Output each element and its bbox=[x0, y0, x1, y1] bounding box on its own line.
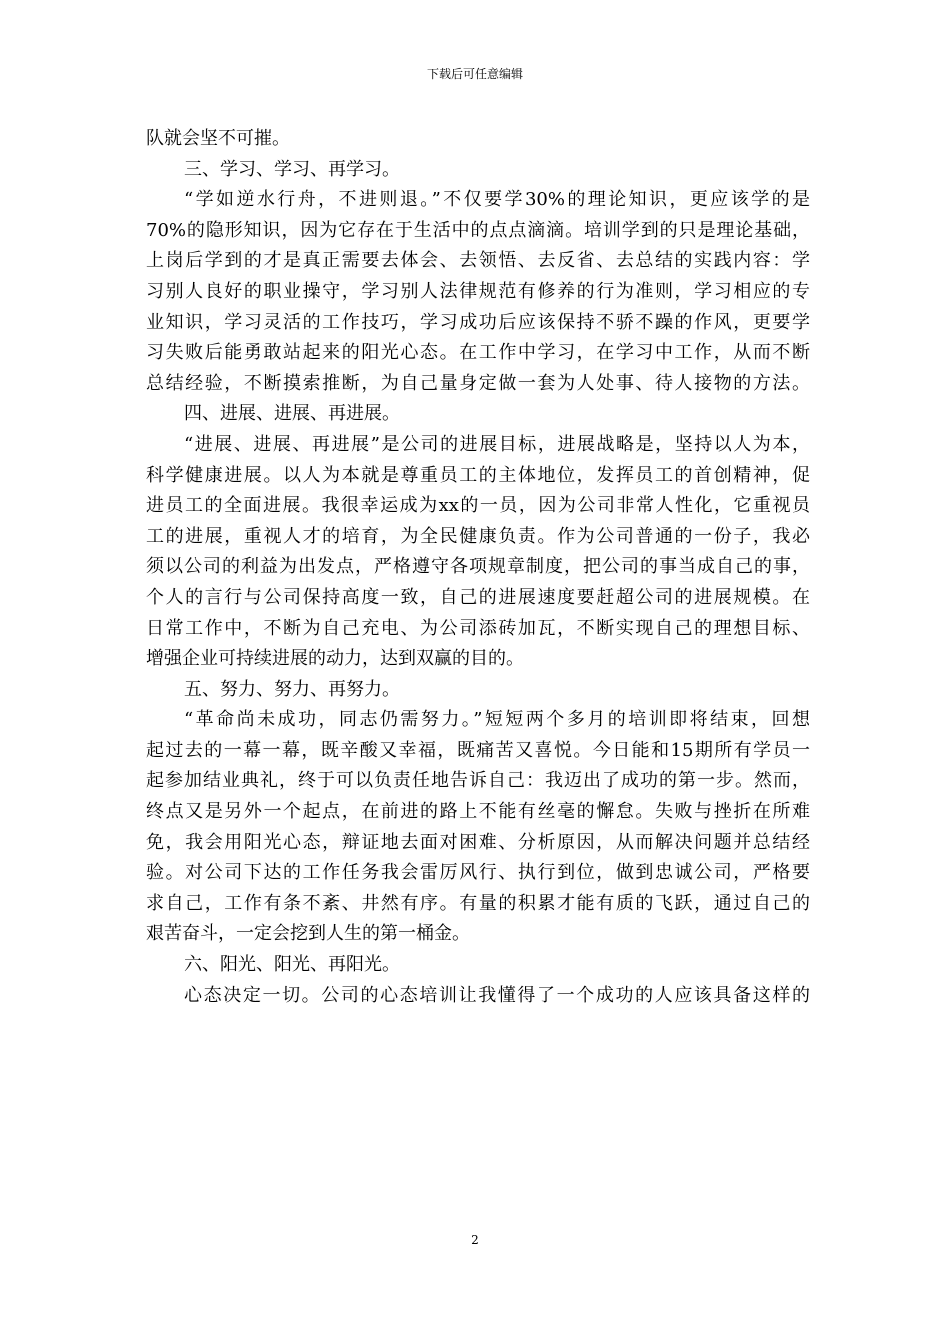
paragraph-line: 须以公司的利益为出发点，严格遵守各项规章制度，把公司的事当成自己的事， bbox=[146, 556, 810, 578]
paragraph-line: 验。对公司下达的工作任务我会雷厉风行、执行到位，做到忠诚公司，严格要 bbox=[146, 862, 810, 884]
page-header: 下载后可任意编辑 bbox=[426, 67, 523, 81]
page-number: 2 bbox=[471, 1233, 479, 1247]
paragraph-line: 起过去的一幕一幕，既辛酸又幸福，既痛苦又喜悦。今日能和15期所有学员一 bbox=[146, 739, 810, 761]
paragraph-line: “学如逆水行舟，不进则退。”不仅要学30%的理论知识，更应该学的是 bbox=[184, 189, 810, 211]
document-body bbox=[146, 124, 810, 1011]
paragraph-line: 免，我会用阳光心态，辩证地去面对困难、分析原因，从而解决问题并总结经 bbox=[146, 831, 810, 853]
section-heading: 三、学习、学习、再学习。 bbox=[184, 158, 400, 180]
paragraph-line: 队就会坚不可摧。 bbox=[146, 128, 290, 149]
section-heading: 六、阳光、阳光、再阳光。 bbox=[184, 954, 400, 976]
paragraph-line: 起参加结业典礼，终于可以负责任地告诉自己：我迈出了成功的第一步。然而， bbox=[146, 770, 810, 792]
paragraph-line: 上岗后学到的才是真正需要去体会、去领悟、去反省、去总结的实践内容：学 bbox=[146, 250, 810, 272]
paragraph-line: 70%的隐形知识，因为它存在于生活中的点点滴滴。培训学到的只是理论基础， bbox=[146, 219, 810, 241]
paragraph-line: 总结经验，不断摸索推断，为自己量身定做一套为人处事、待人接物的方法。 bbox=[146, 372, 810, 394]
paragraph-line: 习失败后能勇敢站起来的阳光心态。在工作中学习，在学习中工作，从而不断 bbox=[146, 342, 810, 364]
paragraph-line: 习别人良好的职业操守，学习别人法律规范有修养的行为准则，学习相应的专 bbox=[146, 280, 810, 302]
paragraph-line: 终点又是另外一个起点，在前进的路上不能有丝毫的懈怠。失败与挫折在所难 bbox=[146, 801, 810, 823]
paragraph-line: “进展、进展、再进展”是公司的进展目标，进展战略是，坚持以人为本， bbox=[184, 433, 810, 455]
paragraph-line: 艰苦奋斗，一定会挖到人生的第一桶金。 bbox=[146, 923, 470, 945]
paragraph-line: 求自己，工作有条不紊、井然有序。有量的积累才能有质的飞跃，通过自己的 bbox=[146, 892, 810, 914]
section-heading: 四、进展、进展、再进展。 bbox=[184, 403, 400, 425]
paragraph-line: 工的进展，重视人才的培育，为全民健康负责。作为公司普通的一份子，我必 bbox=[146, 525, 810, 547]
paragraph-line: 日常工作中，不断为自己充电、为公司添砖加瓦，不断实现自己的理想目标、 bbox=[146, 617, 810, 639]
paragraph-line: 心态决定一切。公司的心态培训让我懂得了一个成功的人应该具备这样的 bbox=[184, 984, 810, 1006]
paragraph-line: “革命尚未成功，同志仍需努力。”短短两个多月的培训即将结束，回想 bbox=[184, 709, 810, 731]
paragraph-line: 进员工的全面进展。我很幸运成为xx的一员，因为公司非常人性化，它重视员 bbox=[146, 495, 810, 517]
paragraph-line: 增强企业可持续进展的动力，达到双赢的目的。 bbox=[146, 648, 524, 670]
paragraph-line: 科学健康进展。以人为本就是尊重员工的主体地位，发挥员工的首创精神，促 bbox=[146, 464, 810, 486]
paragraph-line: 业知识，学习灵活的工作技巧，学习成功后应该保持不骄不躁的作风，更要学 bbox=[146, 311, 810, 333]
paragraph-line: 个人的言行与公司保持高度一致，自己的进展速度要赶超公司的进展规模。在 bbox=[146, 586, 810, 608]
section-heading: 五、努力、努力、再努力。 bbox=[184, 678, 400, 700]
